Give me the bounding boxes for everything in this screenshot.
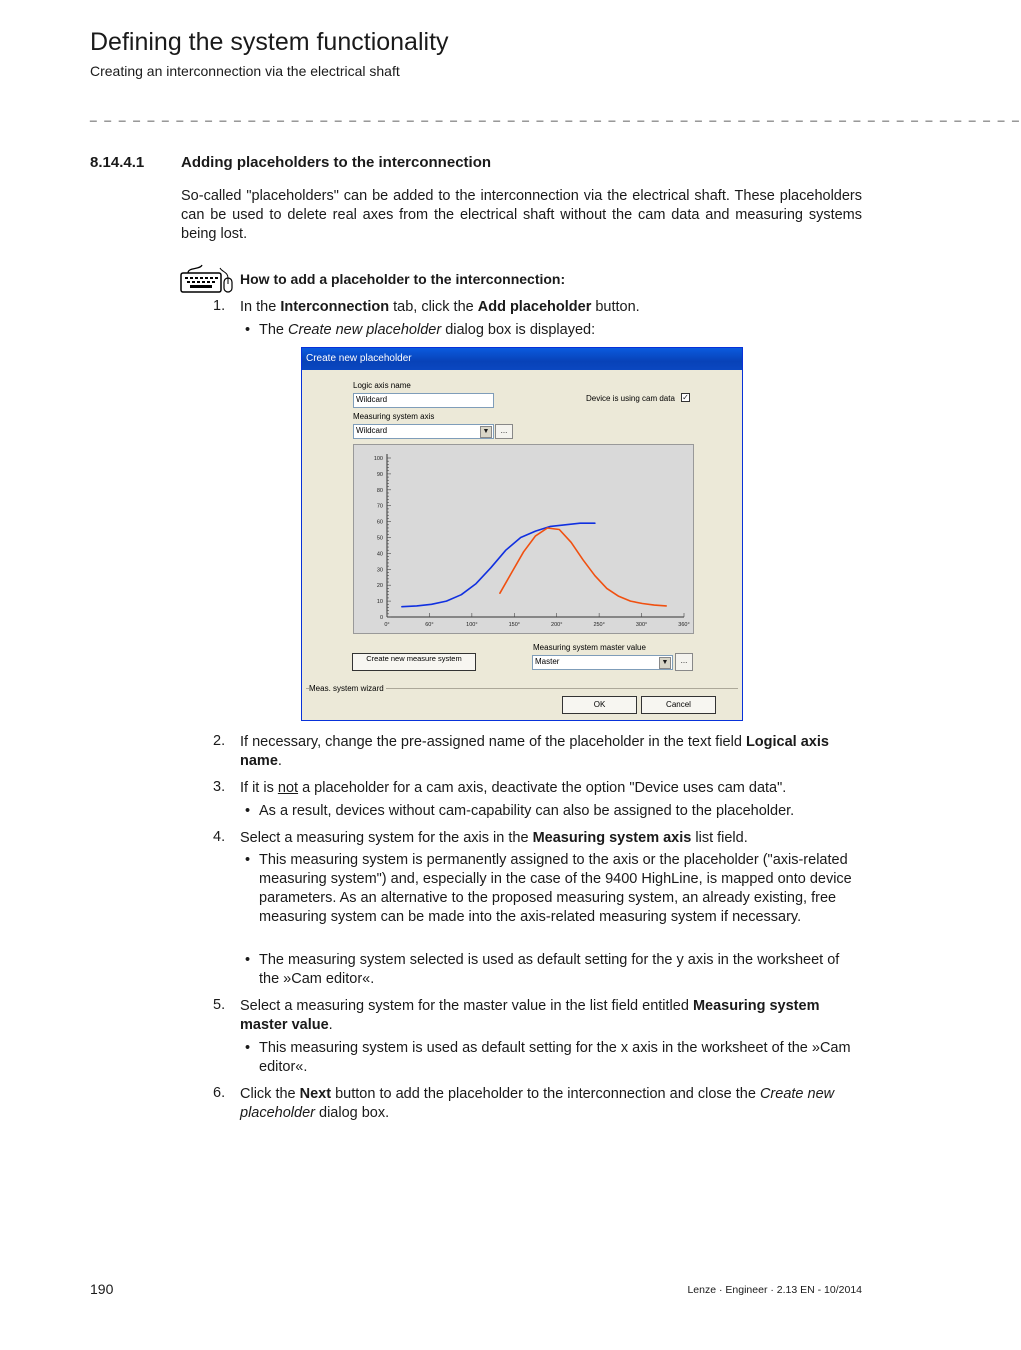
master-value-browse-button[interactable]: ... (675, 653, 693, 671)
create-placeholder-dialog (301, 347, 743, 721)
bullet: • (245, 852, 251, 868)
step-4-bullet-2: The measuring system selected is used as default setting for the y axis in the worksheet of the »Cam editor«. (259, 952, 840, 987)
step-number: 3. (213, 779, 226, 795)
master-value-select[interactable]: Master (532, 655, 673, 670)
dialog-title-bar: Create new placeholder (302, 348, 742, 370)
y-tick-label: 10 (376, 599, 383, 606)
cam-profile-chart (353, 444, 694, 634)
step-number: 5. (213, 997, 226, 1013)
x-tick-label: 150° (508, 622, 520, 628)
page-number: 190 (90, 1281, 114, 1297)
step-number: 6. (213, 1085, 226, 1101)
section-title: Adding placeholders to the interconnection (181, 154, 492, 171)
footer-publisher: Lenze · Engineer · 2.13 EN - 10/2014 (687, 1284, 862, 1296)
x-tick-label: 100° (466, 622, 478, 628)
y-tick-label: 20 (376, 583, 383, 590)
step-number: 1. (213, 298, 226, 314)
bullet: • (245, 1040, 251, 1056)
y-tick-label: 0 (379, 615, 383, 621)
x-tick-label: 250° (593, 622, 605, 628)
y-tick-label: 100 (373, 456, 383, 462)
step-3-bullet: As a result, devices without cam-capability can also be assigned to the placeholder. (259, 803, 795, 819)
cancel-button[interactable]: Cancel (641, 696, 716, 714)
page-header-title: Defining the system functionality (90, 28, 449, 56)
step-4-text: Select a measuring system for the axis in the Measuring system axis list field. (240, 830, 748, 846)
x-tick-label: 360° (678, 622, 690, 628)
cam-profile-plot (354, 445, 693, 633)
series-line-2 (500, 528, 666, 606)
page-header-subtitle: Creating an interconnection via the electrical shaft (90, 63, 400, 79)
wizard-label: Meas. system wizard (309, 684, 384, 693)
header-separator: _ _ _ _ _ _ _ _ _ _ _ _ _ _ _ _ _ _ _ _ _ _ _ _ _ _ _ _ _ _ _ _ _ _ _ _ _ _ _ _ _ _ _ _ _ _ _ _ _ _ _ _ _ _ _ _ _ _ _ _ _ _ _ _ _ (90, 108, 1021, 122)
y-tick-label: 60 (376, 519, 383, 526)
cam-data-label: Device is using cam data (586, 394, 675, 403)
y-tick-label: 80 (376, 487, 383, 494)
bullet: • (245, 952, 251, 968)
section-number: 8.14.4.1 (90, 154, 145, 171)
meas-axis-select[interactable]: Wildcard (353, 424, 494, 439)
bullet: • (245, 322, 251, 338)
y-tick-label: 50 (376, 535, 383, 542)
step-6-text: Click the Next button to add the placeholder to the interconnection and close the Create new placeholder dialog box. (240, 1086, 835, 1121)
y-tick-label: 30 (376, 567, 383, 574)
step-3-text: If it is not a placeholder for a cam axis, deactivate the option "Device uses cam data". (240, 780, 787, 796)
x-tick-label: 200° (551, 622, 563, 628)
meas-axis-dropdown-arrow[interactable]: ▼ (480, 426, 492, 438)
x-tick-label: 300° (635, 622, 648, 628)
y-tick-label: 40 (376, 551, 383, 558)
step-2-text: If necessary, change the pre-assigned name of the placeholder in the text field Logical axis name. (240, 734, 829, 769)
cam-data-checkbox[interactable]: ✓ (682, 393, 689, 402)
keyboard-mouse-icon (180, 264, 234, 294)
create-measure-system-button[interactable]: Create new measure system (352, 653, 476, 671)
x-tick-label: 60° (425, 622, 434, 628)
step-number: 2. (213, 733, 226, 749)
step-1-bullet: The Create new placeholder dialog box is displayed: (259, 322, 596, 338)
section-intro: So-called "placeholders" can be added to the interconnection via the electrical shaft. These placeholders can be used to delete real axes from the electrical shaft without the cam data and measuring systems being lost. (181, 188, 862, 242)
step-5-text: Select a measuring system for the master value in the list field entitled Measuring system master value. (240, 998, 820, 1033)
step-number: 4. (213, 829, 226, 845)
bullet: • (245, 803, 251, 819)
step-4-bullet-1: This measuring system is permanently assigned to the axis or the placeholder ("axis-related measuring system") and, especially in the case of the 9400 HighLine, is mapped onto device parameters. As an alternative to the proposed measuring system, an already existing, free measuring system can be made into the axis-related measuring system if necessary. (259, 852, 852, 925)
logic-axis-input[interactable]: Wildcard (353, 393, 494, 408)
x-tick-label: 0° (384, 622, 390, 628)
ok-button[interactable]: OK (562, 696, 637, 714)
meas-axis-browse-button[interactable]: ... (495, 424, 513, 439)
y-tick-label: 70 (376, 503, 383, 510)
master-value-label: Measuring system master value (533, 643, 646, 652)
meas-axis-label: Measuring system axis (353, 412, 435, 421)
master-value-dropdown-arrow[interactable]: ▼ (659, 657, 671, 669)
howto-heading: How to add a placeholder to the interconnection: (240, 271, 566, 287)
step-1-text: In the Interconnection tab, click the Add placeholder button. (240, 299, 640, 315)
logic-axis-label: Logic axis name (353, 381, 411, 390)
y-tick-label: 90 (376, 471, 383, 478)
step-5-bullet: This measuring system is used as default setting for the x axis in the worksheet of the »Cam editor«. (259, 1040, 851, 1075)
